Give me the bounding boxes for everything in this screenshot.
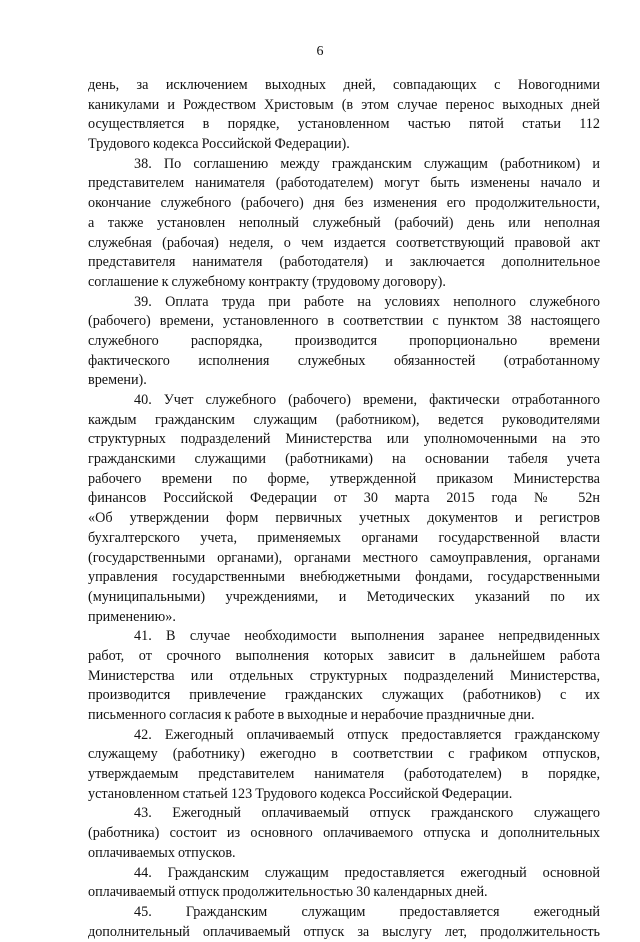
text-line: Трудового кодекса Российской Федерации). bbox=[88, 136, 350, 153]
text-line: 38. По соглашению между гражданским служащим (работником) и bbox=[134, 155, 600, 172]
text-line: рабочего времени по форме, утвержденной приказом Министерства bbox=[88, 470, 600, 487]
document-body bbox=[88, 76, 600, 942]
text-line: 44. Гражданским служащим предоставляется ежегодный основной bbox=[134, 864, 600, 881]
paragraph-45 bbox=[88, 903, 600, 942]
text-line: фактического исполнения служебных обязанностей (отработанному bbox=[88, 352, 600, 369]
text-line: финансов Российской Федерации от 30 марта 2015 года № 52н bbox=[88, 490, 600, 507]
paragraph-42 bbox=[88, 726, 600, 805]
text-line: (государственными органами), органами местного самоуправления, органами bbox=[88, 549, 600, 566]
text-line: 43. Ежегодный оплачиваемый отпуск гражданского служащего bbox=[134, 805, 600, 822]
text-line: служебная (рабочая) неделя, о чем издается соответствующий правовой акт bbox=[88, 234, 600, 251]
paragraph-39 bbox=[88, 293, 600, 391]
text-line: соглашение к служебному контракту (трудовому договору). bbox=[88, 273, 446, 290]
text-line: дополнительный оплачиваемый отпуск за выслугу лет, продолжительность bbox=[88, 923, 600, 940]
page-number: 6 bbox=[316, 44, 324, 59]
text-line: осуществляется в порядке, установленном частью пятой статьи 112 bbox=[88, 116, 600, 133]
paragraph-44 bbox=[88, 864, 600, 903]
text-line: окончание служебного (рабочего) дня без изменения его продолжительности, bbox=[88, 195, 600, 212]
text-line: времени). bbox=[88, 372, 147, 389]
text-line: применению». bbox=[88, 608, 176, 625]
paragraph-43 bbox=[88, 804, 600, 863]
text-line: оплачиваемых отпусков. bbox=[88, 844, 236, 861]
text-line: а также установлен неполный служебный (рабочий) день или неполная bbox=[88, 214, 600, 231]
paragraph-41 bbox=[88, 627, 600, 725]
text-line: «Об утверждении форм первичных учетных документов и регистров bbox=[88, 510, 600, 527]
text-line: 40. Учет служебного (рабочего) времени, фактически отработанного bbox=[134, 392, 600, 408]
text-line: 39. Оплата труда при работе на условиях неполного служебного bbox=[134, 293, 600, 310]
paragraph-38 bbox=[88, 155, 600, 293]
text-line: оплачиваемый отпуск продолжительностью 30 календарных дней. bbox=[88, 884, 488, 901]
text-line: структурных подразделений Министерства или уполномоченными на это bbox=[88, 431, 600, 448]
text-line: представителем нанимателя (работодателем) могут быть изменены начало и bbox=[88, 175, 600, 192]
paragraph-40 bbox=[88, 391, 600, 627]
paragraph-cont bbox=[88, 76, 600, 155]
text-line: установленном статьей 123 Трудового кодекса Российской Федерации. bbox=[88, 785, 513, 802]
text-line: служебного распорядка, производится пропорционально времени bbox=[88, 332, 600, 349]
text-line: каникулами и Рождеством Христовым (в этом случае перенос выходных дней bbox=[88, 96, 600, 113]
text-line: 41. В случае необходимости выполнения заранее непредвиденных bbox=[134, 628, 600, 645]
text-line: 45. Гражданским служащим предоставляется ежегодный bbox=[134, 903, 600, 920]
text-line: управления государственными внебюджетными фондами, государственными bbox=[88, 569, 600, 586]
text-line: служащему (работнику) ежегодно в соответствии с графиком отпусков, bbox=[88, 746, 600, 763]
text-line: день, за исключением выходных дней, совпадающих с Новогодними bbox=[88, 77, 600, 93]
text-line: производится привлечение гражданских служащих (работников) с их bbox=[88, 687, 600, 704]
text-line: утверждаемым представителем нанимателя (работодателем) в порядке, bbox=[88, 766, 600, 783]
text-line: бухгалтерского учета, применяемых органами государственной власти bbox=[88, 529, 600, 546]
text-line: (рабочего) времени, установленного в соответствии с пунктом 38 настоящего bbox=[88, 313, 600, 330]
text-line: письменного согласия к работе в выходные и нерабочие праздничные дни. bbox=[88, 707, 535, 723]
text-line: гражданскими служащими (работниками) на основании табеля учета bbox=[88, 451, 600, 468]
text-line: каждым гражданским служащим (работником), ведется руководителями bbox=[88, 411, 600, 428]
text-line: представителя нанимателя (работодателя) и заключается дополнительное bbox=[88, 254, 600, 271]
text-line: Министерства или отдельных структурных подразделений Министерства, bbox=[88, 667, 600, 684]
text-line: (муниципальными) учреждениями, и Методических указаний по их bbox=[88, 588, 600, 605]
text-line: (работника) состоит из основного оплачиваемого отпуска и дополнительных bbox=[88, 825, 600, 842]
text-line: работ, от срочного выполнения которых зависит в дальнейшем работа bbox=[88, 647, 600, 664]
text-line: 42. Ежегодный оплачиваемый отпуск предоставляется гражданскому bbox=[134, 726, 600, 743]
